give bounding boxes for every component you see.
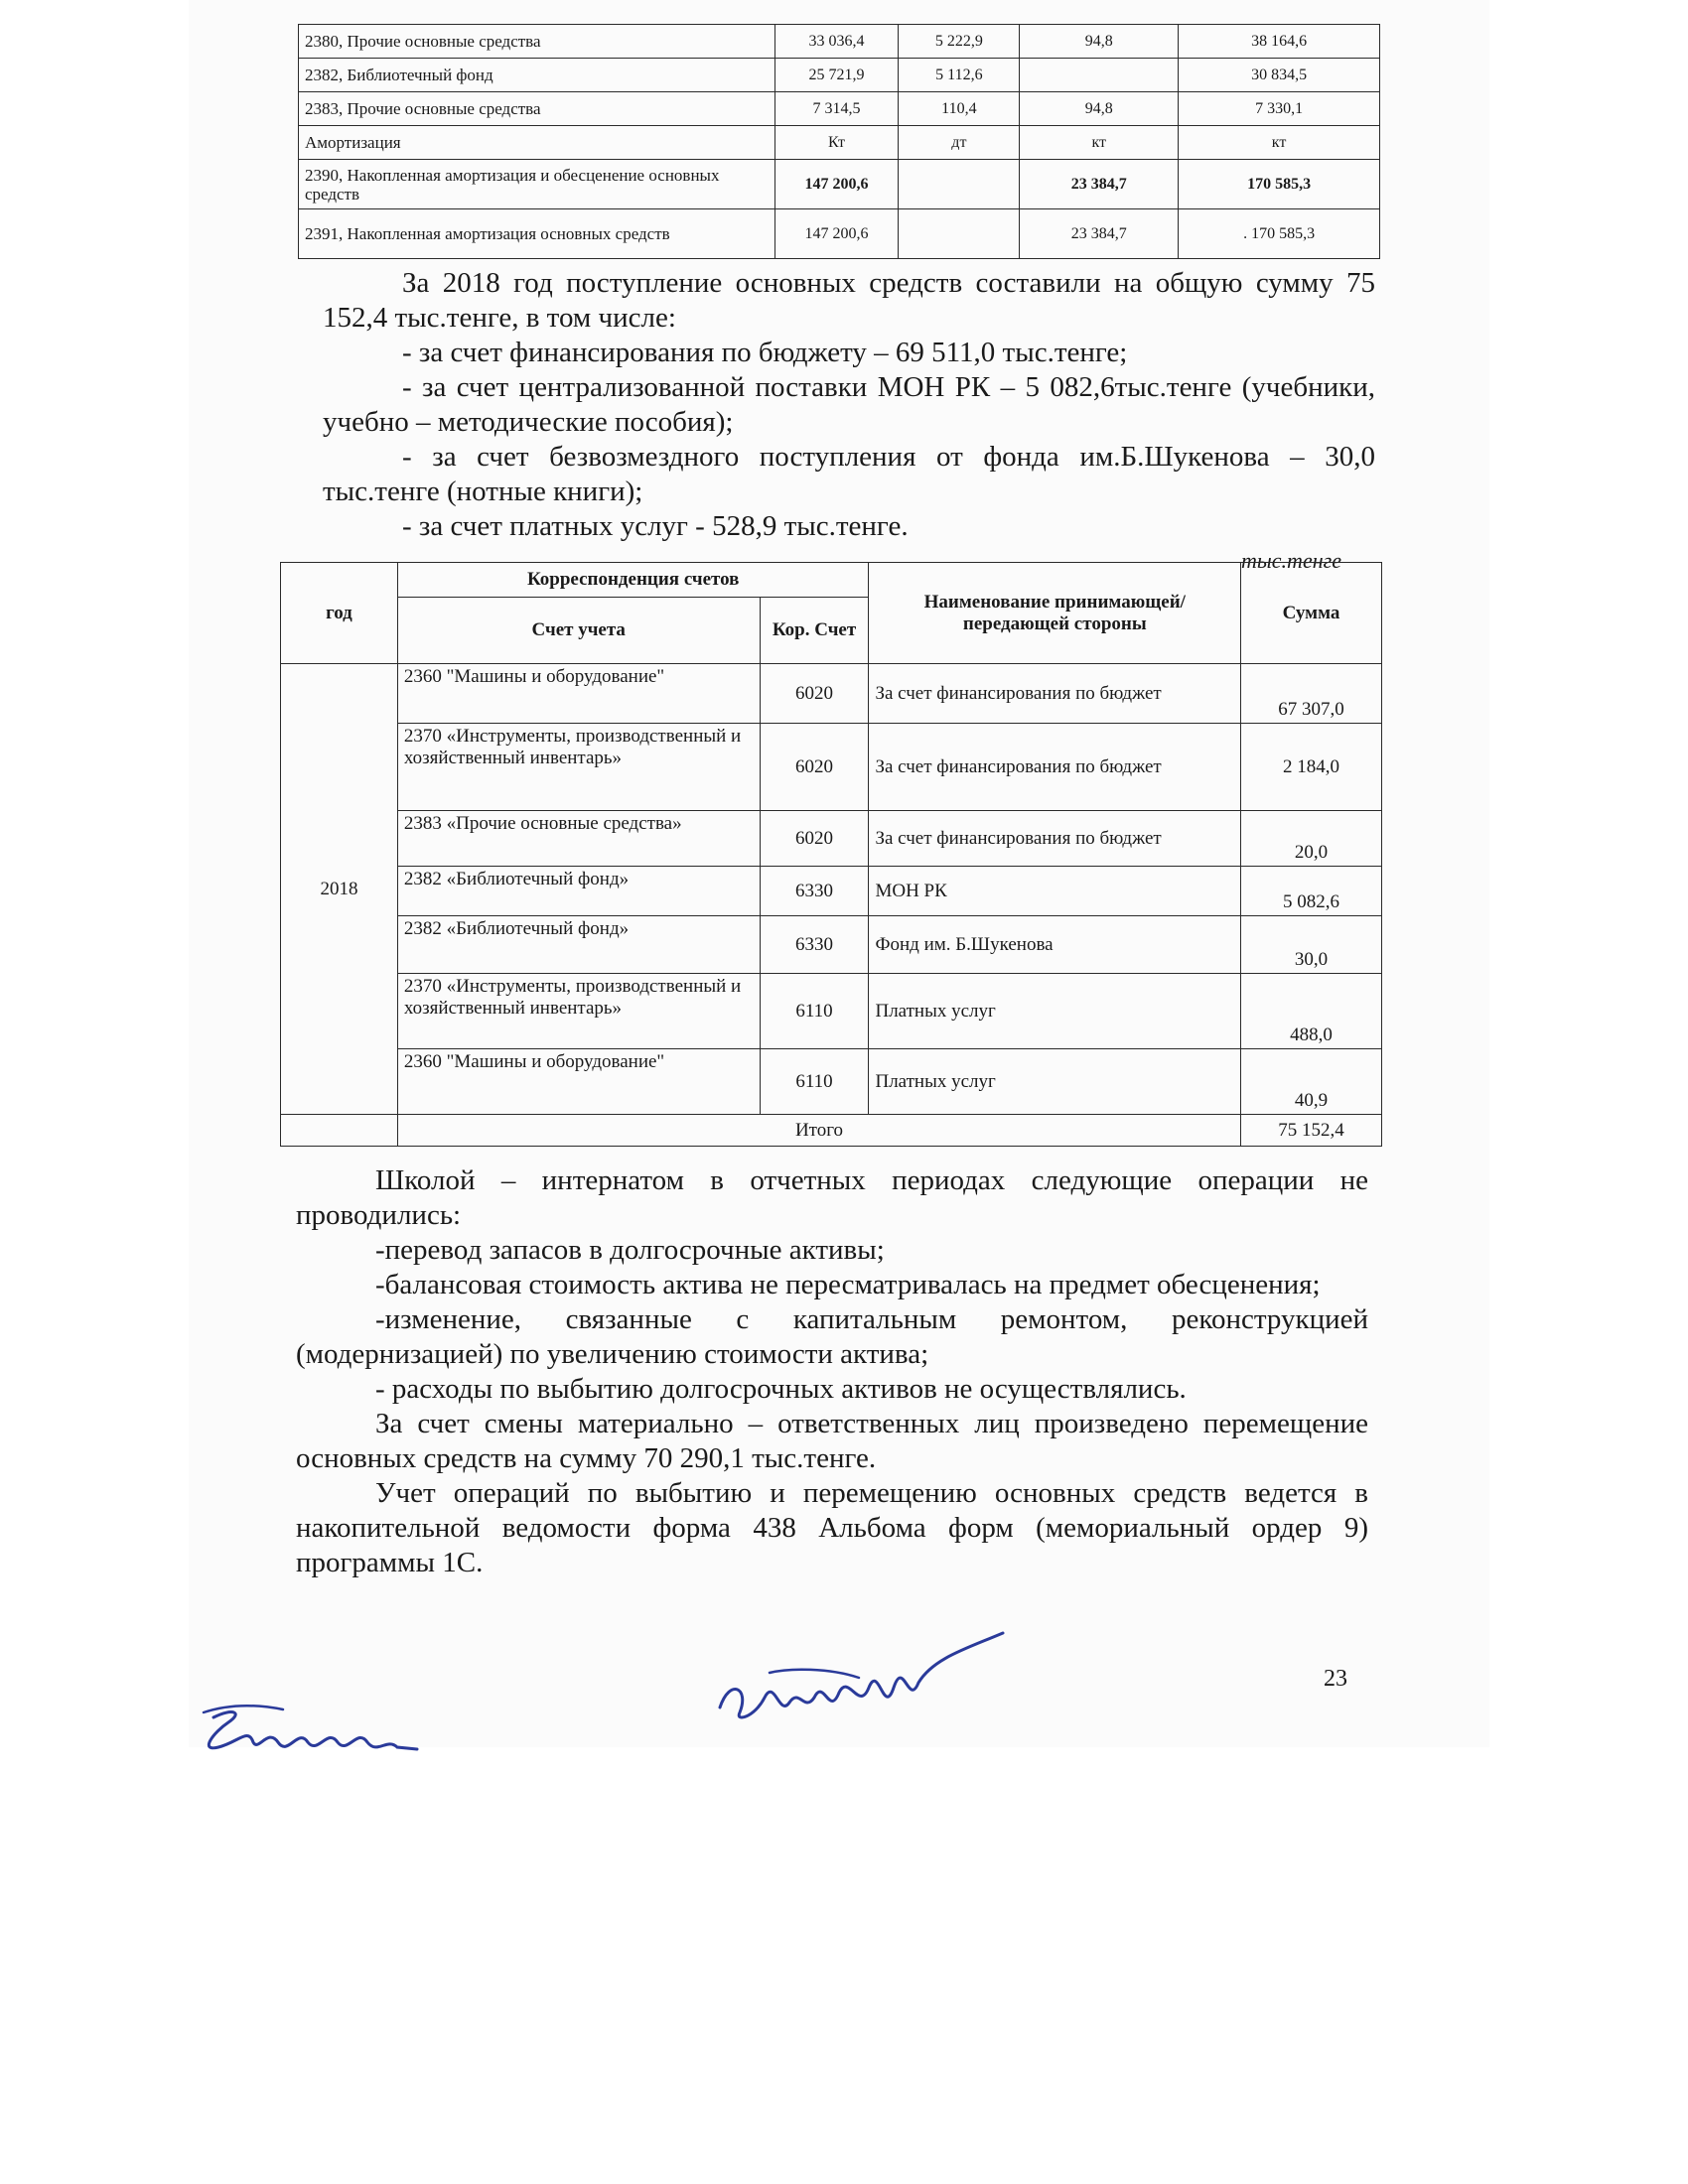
table-row: [281, 1049, 1382, 1115]
body-list-item: -перевод запасов в долгосрочные активы;: [375, 1234, 885, 1266]
cell: 23 384,7: [1020, 160, 1179, 209]
cell: 5 112,6: [899, 59, 1020, 92]
table-row: [299, 160, 1380, 209]
account-cell: 2360 "Машины и оборудование": [397, 1049, 760, 1115]
cell: 33 036,4: [774, 25, 899, 59]
body-text: Школой – интернатом в отчетных периодах следующие операции не проводились:: [296, 1164, 1368, 1231]
account-cell: 2370 «Инструменты, производственный и хозяйственный инвентарь»: [397, 724, 760, 811]
cell: [1020, 59, 1179, 92]
intro-item: - за счет финансирования по бюджету – 69 511,0 тыс.тенге;: [402, 337, 1128, 368]
table-row: [281, 974, 1382, 1049]
cell: 94,8: [1020, 92, 1179, 126]
cell: . 170 585,3: [1179, 209, 1380, 259]
sum-cell: 488,0: [1241, 974, 1382, 1049]
correspondence-table: [280, 562, 1382, 1147]
header-party: Наименование принимающей/ передающей стороны: [869, 563, 1241, 664]
signature-center: [710, 1618, 1008, 1737]
row-label: 2383, Прочие основные средства: [299, 92, 775, 126]
table-row: [299, 25, 1380, 59]
party-cell: За счет финансирования по бюджет: [869, 664, 1241, 724]
account-cell: 2360 "Машины и оборудование": [397, 664, 760, 724]
header-account: Счет учета: [397, 598, 760, 664]
cell: 30 834,5: [1179, 59, 1380, 92]
sum-cell: 30,0: [1241, 916, 1382, 974]
account-cell: 2383 «Прочие основные средства»: [397, 811, 760, 867]
total-sum: 75 152,4: [1241, 1115, 1382, 1147]
row-label: 2380, Прочие основные средства: [299, 25, 775, 59]
cell: 147 200,6: [774, 209, 899, 259]
party-cell: Фонд им. Б.Шукенова: [869, 916, 1241, 974]
cell: 23 384,7: [1020, 209, 1179, 259]
table-row: [281, 916, 1382, 974]
header-correspondence: Корреспонденция счетов: [397, 563, 869, 598]
cell: [899, 160, 1020, 209]
kor-cell: 6020: [760, 724, 869, 811]
signature-left: [194, 1698, 432, 1767]
body-list-item: -изменение, связанные с капитальным ремонтом, реконструкцией (модернизацией) по увеличению стоимости актива;: [296, 1303, 1368, 1370]
row-label: 2390, Накопленная амортизация и обесценение основных средств: [299, 160, 775, 209]
party-cell: МОН РК: [869, 867, 1241, 916]
row-label: 2382, Библиотечный фонд: [299, 59, 775, 92]
account-cell: 2382 «Библиотечный фонд»: [397, 916, 760, 974]
total-row: [281, 1115, 1382, 1147]
kor-cell: 6020: [760, 664, 869, 724]
cell: 110,4: [899, 92, 1020, 126]
header-kor: Кор. Счет: [760, 598, 869, 664]
row-label: 2391, Накопленная амортизация основных средств: [299, 209, 775, 259]
intro-item: - за счет безвозмездного поступления от фонда им.Б.Шукенова – 30,0 тыс.тенге (нотные книги);: [323, 441, 1375, 507]
cell: кт: [1020, 126, 1179, 160]
header-sum: Сумма: [1241, 563, 1382, 664]
cell: 7 330,1: [1179, 92, 1380, 126]
cell: 147 200,6: [774, 160, 899, 209]
cell: 5 222,9: [899, 25, 1020, 59]
body-text: За счет смены материально – ответственных лиц произведено перемещение основных средств на сумму 70 290,1 тыс.тенге.: [296, 1408, 1368, 1474]
intro-text: За 2018 год поступление основных средств составили на общую сумму 75 152,4 тыс.тенге, в том числе:: [323, 267, 1375, 334]
table-row: [299, 126, 1380, 160]
table-row: [281, 664, 1382, 724]
unit-label: тыс.тенге: [1241, 548, 1341, 573]
fixed-assets-table: [298, 24, 1380, 259]
cell: 7 314,5: [774, 92, 899, 126]
sum-cell: 20,0: [1241, 811, 1382, 867]
party-cell: За счет финансирования по бюджет: [869, 724, 1241, 811]
year-cell: 2018: [281, 664, 398, 1115]
cell: [899, 209, 1020, 259]
header-year: год: [281, 563, 398, 664]
page-number: 23: [1324, 1666, 1347, 1692]
sum-cell: 2 184,0: [1241, 724, 1382, 811]
kor-cell: 6020: [760, 811, 869, 867]
sum-cell: 5 082,6: [1241, 867, 1382, 916]
sum-cell: 40,9: [1241, 1049, 1382, 1115]
cell: кт: [1179, 126, 1380, 160]
body-text: Учет операций по выбытию и перемещению основных средств ведется в накопительной ведомости форма 438 Альбома форм (мемориальный ордер 9) программы 1С.: [296, 1477, 1368, 1578]
table-row: [281, 811, 1382, 867]
cell: 25 721,9: [774, 59, 899, 92]
header-row: [281, 563, 1382, 598]
account-cell: 2382 «Библиотечный фонд»: [397, 867, 760, 916]
table-row: [299, 209, 1380, 259]
intro-item: - за счет централизованной поставки МОН РК – 5 082,6тыс.тенге (учебники, учебно – методические пособия);: [323, 371, 1375, 438]
body-list-item: - расходы по выбытию долгосрочных активов не осуществлялись.: [375, 1373, 1187, 1405]
sum-cell: 67 307,0: [1241, 664, 1382, 724]
body-paragraphs: [296, 1163, 1368, 1580]
party-cell: Платных услуг: [869, 1049, 1241, 1115]
kor-cell: 6330: [760, 867, 869, 916]
table-row: [299, 92, 1380, 126]
kor-cell: 6110: [760, 1049, 869, 1115]
account-cell: 2370 «Инструменты, производственный и хозяйственный инвентарь»: [397, 974, 760, 1049]
total-label: Итого: [397, 1115, 1240, 1147]
body-list-item: -балансовая стоимость актива не пересматривалась на предмет обесценения;: [375, 1269, 1321, 1300]
cell: 170 585,3: [1179, 160, 1380, 209]
cell: 38 164,6: [1179, 25, 1380, 59]
intro-paragraph: [323, 266, 1375, 544]
party-cell: За счет финансирования по бюджет: [869, 811, 1241, 867]
party-cell: Платных услуг: [869, 974, 1241, 1049]
table-row: [281, 867, 1382, 916]
total-blank: [281, 1115, 398, 1147]
table-row: [299, 59, 1380, 92]
kor-cell: 6110: [760, 974, 869, 1049]
cell: дт: [899, 126, 1020, 160]
cell: Кт: [774, 126, 899, 160]
row-label: Амортизация: [299, 126, 775, 160]
cell: 94,8: [1020, 25, 1179, 59]
intro-item: - за счет платных услуг - 528,9 тыс.тенге.: [402, 510, 909, 542]
table-row: [281, 724, 1382, 811]
kor-cell: 6330: [760, 916, 869, 974]
